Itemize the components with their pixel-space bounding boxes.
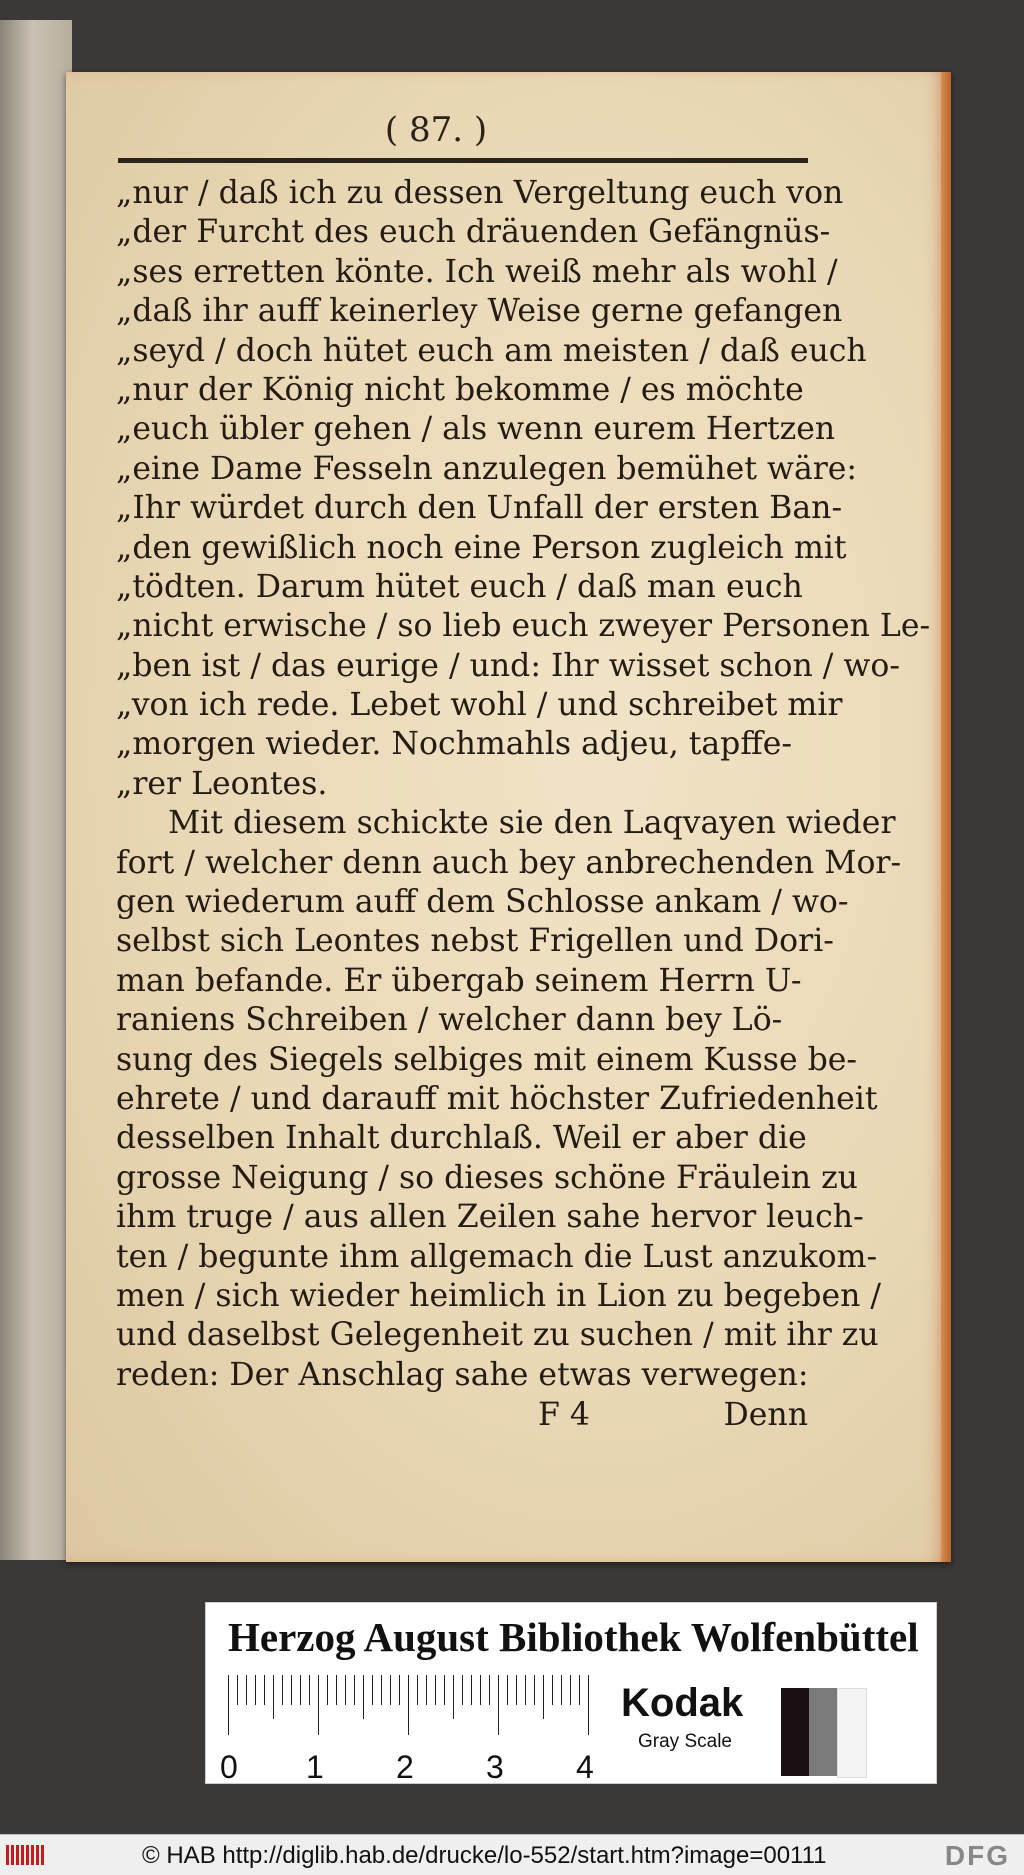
ruler-tick bbox=[579, 1675, 580, 1705]
gray-patch-light bbox=[837, 1688, 867, 1778]
ruler-tick bbox=[246, 1675, 247, 1705]
ruler-tick bbox=[354, 1675, 355, 1705]
text-line: „nicht erwische / so lieb euch zweyer Personen Le- bbox=[116, 608, 931, 645]
text-line: „nur der König nicht bekomme / es möchte bbox=[116, 371, 804, 408]
page-edge bbox=[941, 72, 951, 1562]
ruler-tick bbox=[264, 1675, 265, 1705]
signature-mark: F 4 bbox=[538, 1397, 590, 1433]
ruler-number: 4 bbox=[576, 1749, 594, 1785]
ruler-tick bbox=[282, 1675, 283, 1705]
text-line: „tödten. Darum hütet euch / daß man euch bbox=[116, 568, 803, 605]
text-line: „der Furcht des euch dräuenden Gefängnüs- bbox=[116, 214, 831, 251]
ruler-tick bbox=[228, 1675, 229, 1735]
ruler-number: 0 bbox=[220, 1749, 238, 1785]
ruler-tick bbox=[327, 1675, 328, 1705]
text-line: „eine Dame Fesseln anzulegen bemühet wäre: bbox=[116, 450, 858, 487]
color-target bbox=[205, 1602, 937, 1784]
page-text bbox=[116, 174, 931, 1395]
footer-bar bbox=[0, 1834, 1024, 1875]
text-line: sung des Siegels selbiges mit einem Kusse be- bbox=[116, 1041, 858, 1078]
ruler-tick bbox=[453, 1675, 454, 1719]
ruler-tick bbox=[516, 1675, 517, 1705]
text-line: „ben ist / das eurige / und: Ihr wisset schon / wo- bbox=[116, 647, 900, 684]
ruler-tick bbox=[489, 1675, 490, 1705]
ruler-tick bbox=[462, 1675, 463, 1705]
text-line: „euch übler gehen / als wenn eurem Hertzen bbox=[116, 411, 836, 448]
catchword: Denn bbox=[723, 1397, 808, 1433]
ruler-tick bbox=[498, 1675, 499, 1735]
text-line: „nur / daß ich zu dessen Vergeltung euch von bbox=[116, 175, 844, 211]
ruler-tick bbox=[408, 1675, 409, 1735]
gray-patch-mid bbox=[809, 1688, 837, 1776]
text-line: „rer Leontes. bbox=[116, 765, 328, 802]
text-line: „den gewißlich noch eine Person zugleich mit bbox=[116, 529, 847, 566]
page-number: ( 87. ) bbox=[384, 110, 488, 150]
barcode-icon bbox=[6, 1845, 46, 1865]
ruler-number: 2 bbox=[396, 1749, 414, 1785]
target-title: Herzog August Bibliothek Wolfenbüttel bbox=[228, 1614, 919, 1660]
ruler-tick bbox=[309, 1675, 310, 1705]
dfg-logo: DFG bbox=[944, 1840, 1010, 1871]
ruler-tick bbox=[372, 1675, 373, 1705]
ruler-tick bbox=[291, 1675, 292, 1705]
text-line: ehrete / und darauff mit höchster Zufriedenheit bbox=[116, 1080, 878, 1117]
text-line: „von ich rede. Lebet wohl / und schreibet mir bbox=[116, 687, 843, 724]
ruler-tick bbox=[525, 1675, 526, 1705]
text-line: fort / welcher denn auch bey anbrechenden Mor- bbox=[116, 844, 902, 881]
ruler bbox=[228, 1675, 588, 1735]
text-line: „ses erretten könte. Ich weiß mehr als wohl / bbox=[116, 253, 838, 290]
ruler-tick bbox=[381, 1675, 382, 1705]
text-line: „morgen wieder. Nochmahls adjeu, tapffe- bbox=[116, 726, 793, 763]
ruler-tick bbox=[471, 1675, 472, 1705]
credit-link[interactable]: © HAB http://diglib.hab.de/drucke/lo-552/start.htm?image=00111 bbox=[142, 1842, 827, 1869]
ruler-tick bbox=[318, 1675, 319, 1735]
ruler-tick bbox=[426, 1675, 427, 1705]
ruler-tick bbox=[345, 1675, 346, 1705]
header-rule bbox=[118, 158, 808, 163]
ruler-tick bbox=[444, 1675, 445, 1705]
ruler-number: 3 bbox=[486, 1749, 504, 1785]
book-page bbox=[66, 72, 951, 1562]
ruler-tick bbox=[255, 1675, 256, 1705]
ruler-tick bbox=[435, 1675, 436, 1705]
text-line: selbst sich Leontes nebst Frigellen und Dori- bbox=[116, 923, 834, 960]
kodak-logo: Kodak bbox=[621, 1681, 744, 1725]
ruler-tick bbox=[552, 1675, 553, 1705]
ruler-tick bbox=[336, 1675, 337, 1705]
ruler-number: 1 bbox=[306, 1749, 324, 1785]
text-line: ten / begunte ihm allgemach die Lust anzukom- bbox=[116, 1238, 878, 1275]
ruler-tick bbox=[390, 1675, 391, 1705]
text-line: man befande. Er übergab seinem Herrn U- bbox=[116, 962, 802, 999]
page-footer bbox=[118, 1397, 808, 1437]
ruler-tick bbox=[399, 1675, 400, 1705]
text-line: und daselbst Gelegenheit zu suchen / mit ihr zu bbox=[116, 1317, 879, 1354]
ruler-tick bbox=[363, 1675, 364, 1719]
ruler-tick bbox=[543, 1675, 544, 1719]
ruler-tick bbox=[237, 1675, 238, 1705]
ruler-tick bbox=[480, 1675, 481, 1705]
gray-patch-dark bbox=[781, 1688, 809, 1776]
gray-scale-label: Gray Scale bbox=[638, 1731, 732, 1752]
text-line: „seyd / doch hütet euch am meisten / daß euch bbox=[116, 332, 867, 369]
ruler-tick bbox=[588, 1675, 589, 1735]
ruler-tick bbox=[300, 1675, 301, 1705]
ruler-tick bbox=[417, 1675, 418, 1705]
text-line: reden: Der Anschlag sahe etwas verwegen: bbox=[116, 1356, 809, 1393]
text-line: gen wiederum auff dem Schlosse ankam / wo- bbox=[116, 884, 849, 921]
text-line: grosse Neigung / so dieses schöne Fräulein zu bbox=[116, 1159, 858, 1196]
text-line: raniens Schreiben / welcher dann bey Lö- bbox=[116, 1002, 783, 1039]
ruler-tick bbox=[534, 1675, 535, 1705]
text-line: desselben Inhalt durchlaß. Weil er aber die bbox=[116, 1120, 807, 1157]
ruler-tick bbox=[507, 1675, 508, 1705]
previous-pages-edge bbox=[0, 20, 72, 1560]
text-line: „Ihr würdet durch den Unfall der ersten Ban- bbox=[116, 490, 843, 527]
text-line: Mit diesem schickte sie den Laqvayen wieder bbox=[168, 805, 896, 842]
text-line: „daß ihr auff keinerley Weise gerne gefangen bbox=[116, 293, 843, 330]
ruler-tick bbox=[570, 1675, 571, 1705]
ruler-tick bbox=[561, 1675, 562, 1705]
text-line: men / sich wieder heimlich in Lion zu begeben / bbox=[116, 1277, 881, 1314]
ruler-tick bbox=[273, 1675, 274, 1719]
text-line: ihm truge / aus allen Zeilen sahe hervor leuch- bbox=[116, 1199, 864, 1236]
